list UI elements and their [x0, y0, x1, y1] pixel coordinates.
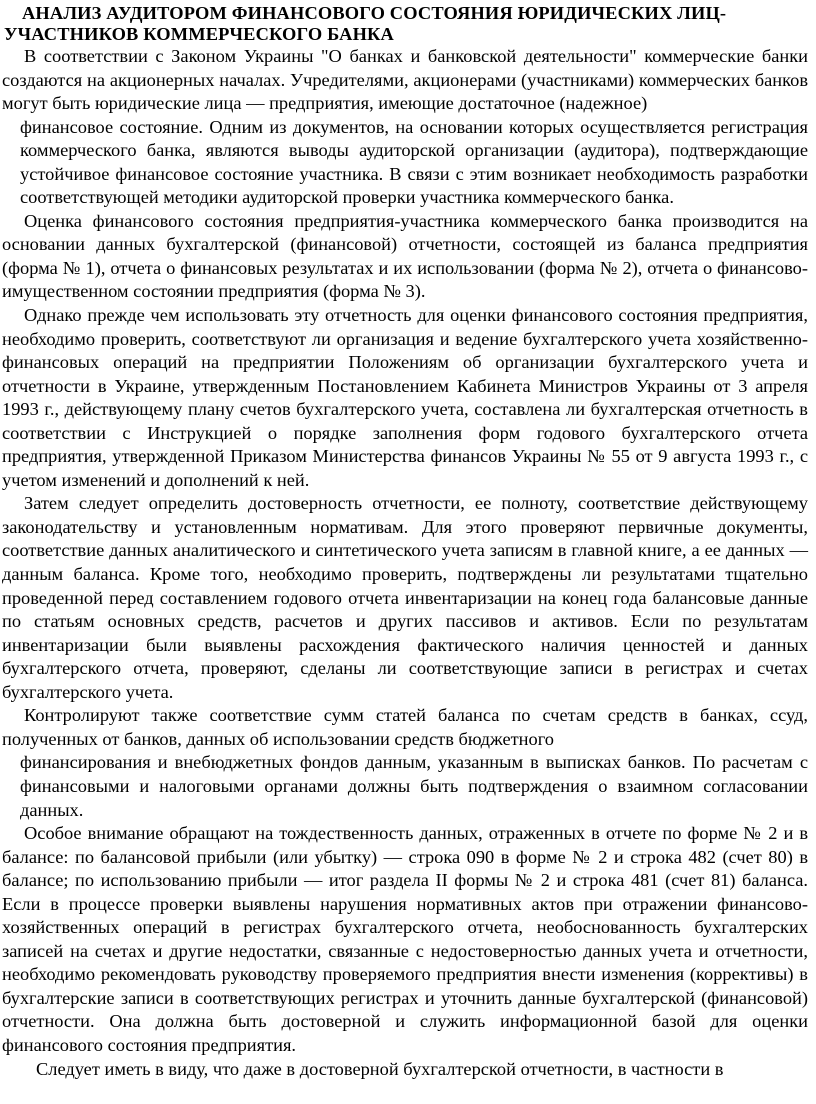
paragraph-3: Оценка финансового состояния предприятия-участника коммерческого банка производится на основании данных бухгалтерской (финансовой) отчетности, состоящей из баланса предприятия (форма № 1), отчета о финансовых результатах и их использовании (форма № 2), отчета о финансово-имущественном состоянии предприятия (форма № 3).	[2, 210, 808, 302]
paragraph-1: В соответствии с Законом Украины "О банках и банковской деятельности" коммерческие банки создаются на акционерных началах. Учредителями, акционерами (участниками) коммерческих банков могут быть юридические лица — предприятия, имеющие достаточное (надежное)	[2, 46, 808, 114]
paragraph-9: Следует иметь в виду, что даже в достоверной бухгалтерской отчетности, в частности в	[36, 1058, 724, 1079]
paragraph-6: Контролируют также соответствие сумм статей баланса по счетам средств в банках, ссуд, полученных от банков, данных об использовании средств бюджетного	[2, 705, 808, 749]
paragraph-4: Однако прежде чем использовать эту отчетность для оценки финансового состояния предприятия, необходимо проверить, соответствуют ли организация и ведение бухгалтерского учета хозяйственно-финансовых операций на предприятии Положениям об организации бухгалтерского учета и отчетности в Украине, утвержденным Постановлением Кабинета Министров Украины от 3 апреля 1993 г., действующему плану счетов бухгалтерского учета, составлена ли бухгалтерская отчетность в соответствии с Инструкцией о порядке заполнения форм годового бухгалтерского отчета предприятия, утвержденной Приказом Министерства финансов Украины № 55 от 9 августа 1993 г., с учетом изменений и дополнений к ней.	[2, 305, 808, 490]
paragraph-2: финансовое состояние. Одним из документов, на основании которых осуществляется регистрация коммерческого банка, являются выводы аудиторской организации (аудитора), подтверждающие устойчивое финансовое состояние участника. В связи с этим возникает необходимость разработки соответствующей методики аудиторской проверки участника коммерческого банка.	[20, 116, 808, 208]
paragraph-7: финансирования и внебюджетных фондов данным, указанным в выписках банков. По расчетам с финансовыми и налоговыми органами должны быть подтверждения о взаимном согласовании данных.	[20, 752, 808, 820]
paragraph-8: Особое внимание обращают на тождественность данных, отраженных в отчете по форме № 2 и в балансе: по балансовой прибыли (или убытку) — строка 090 в форме № 2 и строка 482 (счет 80) в балансе; по использованию прибыли — итог раздела II формы № 2 и строка 481 (счет 81) баланса. Если в процессе проверки выявлены нарушения нормативных актов при отражении финансово-хозяйственных операций в регистрах бухгалтерского отчета, необоснованность бухгалтерских записей на счетах и другие недостатки, связанные с недостоверностью данных учета и отчетности, необходимо рекомендовать руководству проверяемого предприятия внести изменения (коррективы) в бухгалтерские записи в соответствующих регистрах и уточнить данные бухгалтерской (финансовой) отчетности. Она должна быть достоверной и служить информационной базой для оценки финансового состояния предприятия.	[2, 823, 808, 1055]
title-line-2: УЧАСТНИКОВ КОММЕРЧЕСКОГО БАНКА	[4, 24, 394, 44]
document-title	[2, 3, 808, 45]
paragraph-5: Затем следует определить достоверность отчетности, ее полноту, соответствие действующему законодательству и установленным нормативам. Для этого проверяют первичные документы, соответствие данных аналитического и синтетического учета записям в главной книге, а ее данных — данным баланса. Кроме того, необходимо проверить, подтверждены ли результатами тщательно проведенной перед составлением годового отчета инвентаризации на конец года балансовые данные по статьям основных средств, расчетов и других пассивов и активов. Если по результатам инвентаризации были выявлены расхождения фактического наличия ценностей и данных бухгалтерского отчета, проверяют, сделаны ли соответствующие записи в регистрах и счетах бухгалтерского учета.	[2, 493, 808, 702]
title-line-1: АНАЛИЗ АУДИТОРОМ ФИНАНСОВОГО СОСТОЯНИЯ ЮРИДИЧЕСКИХ ЛИЦ-	[22, 3, 727, 23]
